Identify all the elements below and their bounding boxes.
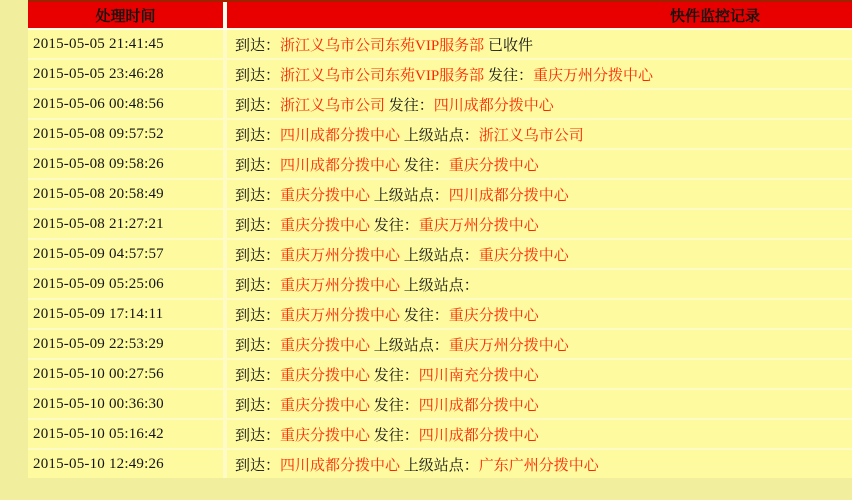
table-row [28,389,852,419]
station-name-text: 四川成都分拨中心 [280,127,401,144]
station-name-text: 四川成都分拨中心 [280,457,401,474]
monitor-record-cell [225,209,852,239]
process-time-cell: 2015-05-05 21:41:45 [28,29,225,59]
record-label-text: 到达： [235,367,281,384]
record-label-text: 到达： [235,67,281,84]
station-name-text: 重庆分拨中心 [478,247,569,264]
record-label-text: 上级站点： [370,187,449,204]
table-header [28,2,852,29]
header-row [28,2,852,29]
station-name-text: 重庆万州分拨中心 [448,337,569,354]
record-label-text: 发往： [370,427,419,444]
station-name-text: 重庆分拨中心 [280,217,371,234]
record-label-text: 发往： [370,217,419,234]
station-name-text: 四川成都分拨中心 [280,157,401,174]
record-label-text: 发往： [400,157,449,174]
table-row [28,59,852,89]
monitor-record-cell [225,299,852,329]
station-name-text: 四川成都分拨中心 [418,397,539,414]
station-name-text: 浙江义乌市公司东苑VIP服务部 [280,67,485,84]
process-time-cell: 2015-05-06 00:48:56 [28,89,225,119]
monitor-record-cell [225,149,852,179]
record-label-text: 到达： [235,397,281,414]
monitor-record-cell [225,419,852,449]
process-time-cell: 2015-05-09 22:53:29 [28,329,225,359]
process-time-cell: 2015-05-08 20:58:49 [28,179,225,209]
monitor-record-cell [225,119,852,149]
record-label-text: 到达： [235,427,281,444]
process-time-cell: 2015-05-09 05:25:06 [28,269,225,299]
process-time-cell: 2015-05-09 04:57:57 [28,239,225,269]
table-row [28,149,852,179]
station-name-text: 浙江义乌市公司 [478,127,584,144]
record-label-text: 到达： [235,37,281,54]
record-label-text: 到达： [235,277,281,294]
station-name-text: 四川南充分拨中心 [418,367,539,384]
monitor-record-cell [225,359,852,389]
process-time-cell: 2015-05-10 00:36:30 [28,389,225,419]
record-label-text: 到达： [235,307,281,324]
monitor-record-cell [225,239,852,269]
record-label-text: 上级站点： [400,457,479,474]
tracking-records-table [28,2,852,478]
process-time-cell: 2015-05-10 12:49:26 [28,449,225,478]
process-time-cell: 2015-05-10 05:16:42 [28,419,225,449]
tracking-table [28,0,852,478]
record-label-text: 发往： [370,367,419,384]
monitor-record-cell [225,179,852,209]
record-label-text: 发往： [400,307,449,324]
station-name-text: 浙江义乌市公司 [280,97,386,114]
station-name-text: 四川成都分拨中心 [433,97,554,114]
process-time-cell: 2015-05-08 09:58:26 [28,149,225,179]
monitor-record-cell [225,59,852,89]
table-row [28,179,852,209]
record-label-text: 上级站点： [400,247,479,264]
record-label-text: 上级站点： [400,277,479,294]
monitor-record-cell [225,269,852,299]
station-name-text: 重庆万州分拨中心 [280,307,401,324]
tracking-table-body [28,29,852,478]
process-time-cell: 2015-05-08 09:57:52 [28,119,225,149]
process-time-cell: 2015-05-10 00:27:56 [28,359,225,389]
station-name-text: 重庆分拨中心 [280,187,371,204]
station-name-text: 四川成都分拨中心 [418,427,539,444]
record-label-text: 发往： [370,397,419,414]
record-label-text: 发往： [385,97,434,114]
process-time-cell: 2015-05-08 21:27:21 [28,209,225,239]
record-label-text: 到达： [235,157,281,174]
record-label-text: 已收件 [484,37,533,54]
record-label-text: 上级站点： [370,337,449,354]
station-name-text: 四川成都分拨中心 [448,187,569,204]
station-name-text: 重庆分拨中心 [448,307,539,324]
record-label-text: 到达： [235,217,281,234]
table-row [28,29,852,59]
table-row [28,329,852,359]
process-time-cell: 2015-05-09 17:14:11 [28,299,225,329]
record-label-text: 上级站点： [400,127,479,144]
station-name-text: 浙江义乌市公司东苑VIP服务部 [280,37,485,54]
station-name-text: 重庆分拨中心 [280,427,371,444]
column-header-process-time: 处理时间 [28,2,225,29]
monitor-record-cell [225,29,852,59]
station-name-text: 重庆分拨中心 [280,397,371,414]
station-name-text: 重庆万州分拨中心 [532,67,653,84]
record-label-text: 到达： [235,337,281,354]
table-row [28,119,852,149]
station-name-text: 重庆分拨中心 [280,337,371,354]
station-name-text: 重庆万州分拨中心 [280,247,401,264]
table-row [28,209,852,239]
table-row [28,359,852,389]
table-row [28,449,852,478]
station-name-text: 重庆分拨中心 [280,367,371,384]
monitor-record-cell [225,389,852,419]
table-row [28,419,852,449]
monitor-record-cell [225,329,852,359]
station-name-text: 重庆分拨中心 [448,157,539,174]
station-name-text: 广东广州分拨中心 [478,457,599,474]
station-name-text: 重庆万州分拨中心 [418,217,539,234]
process-time-cell: 2015-05-05 23:46:28 [28,59,225,89]
table-row [28,299,852,329]
record-label-text: 到达： [235,187,281,204]
table-row [28,269,852,299]
column-header-monitor-record: 快件监控记录 [225,2,852,29]
monitor-record-cell [225,449,852,478]
record-label-text: 到达： [235,97,281,114]
monitor-record-cell [225,89,852,119]
record-label-text: 到达： [235,247,281,264]
record-label-text: 到达： [235,127,281,144]
record-label-text: 到达： [235,457,281,474]
table-row [28,89,852,119]
table-row [28,239,852,269]
station-name-text: 重庆万州分拨中心 [280,277,401,294]
record-label-text: 发往： [484,67,533,84]
